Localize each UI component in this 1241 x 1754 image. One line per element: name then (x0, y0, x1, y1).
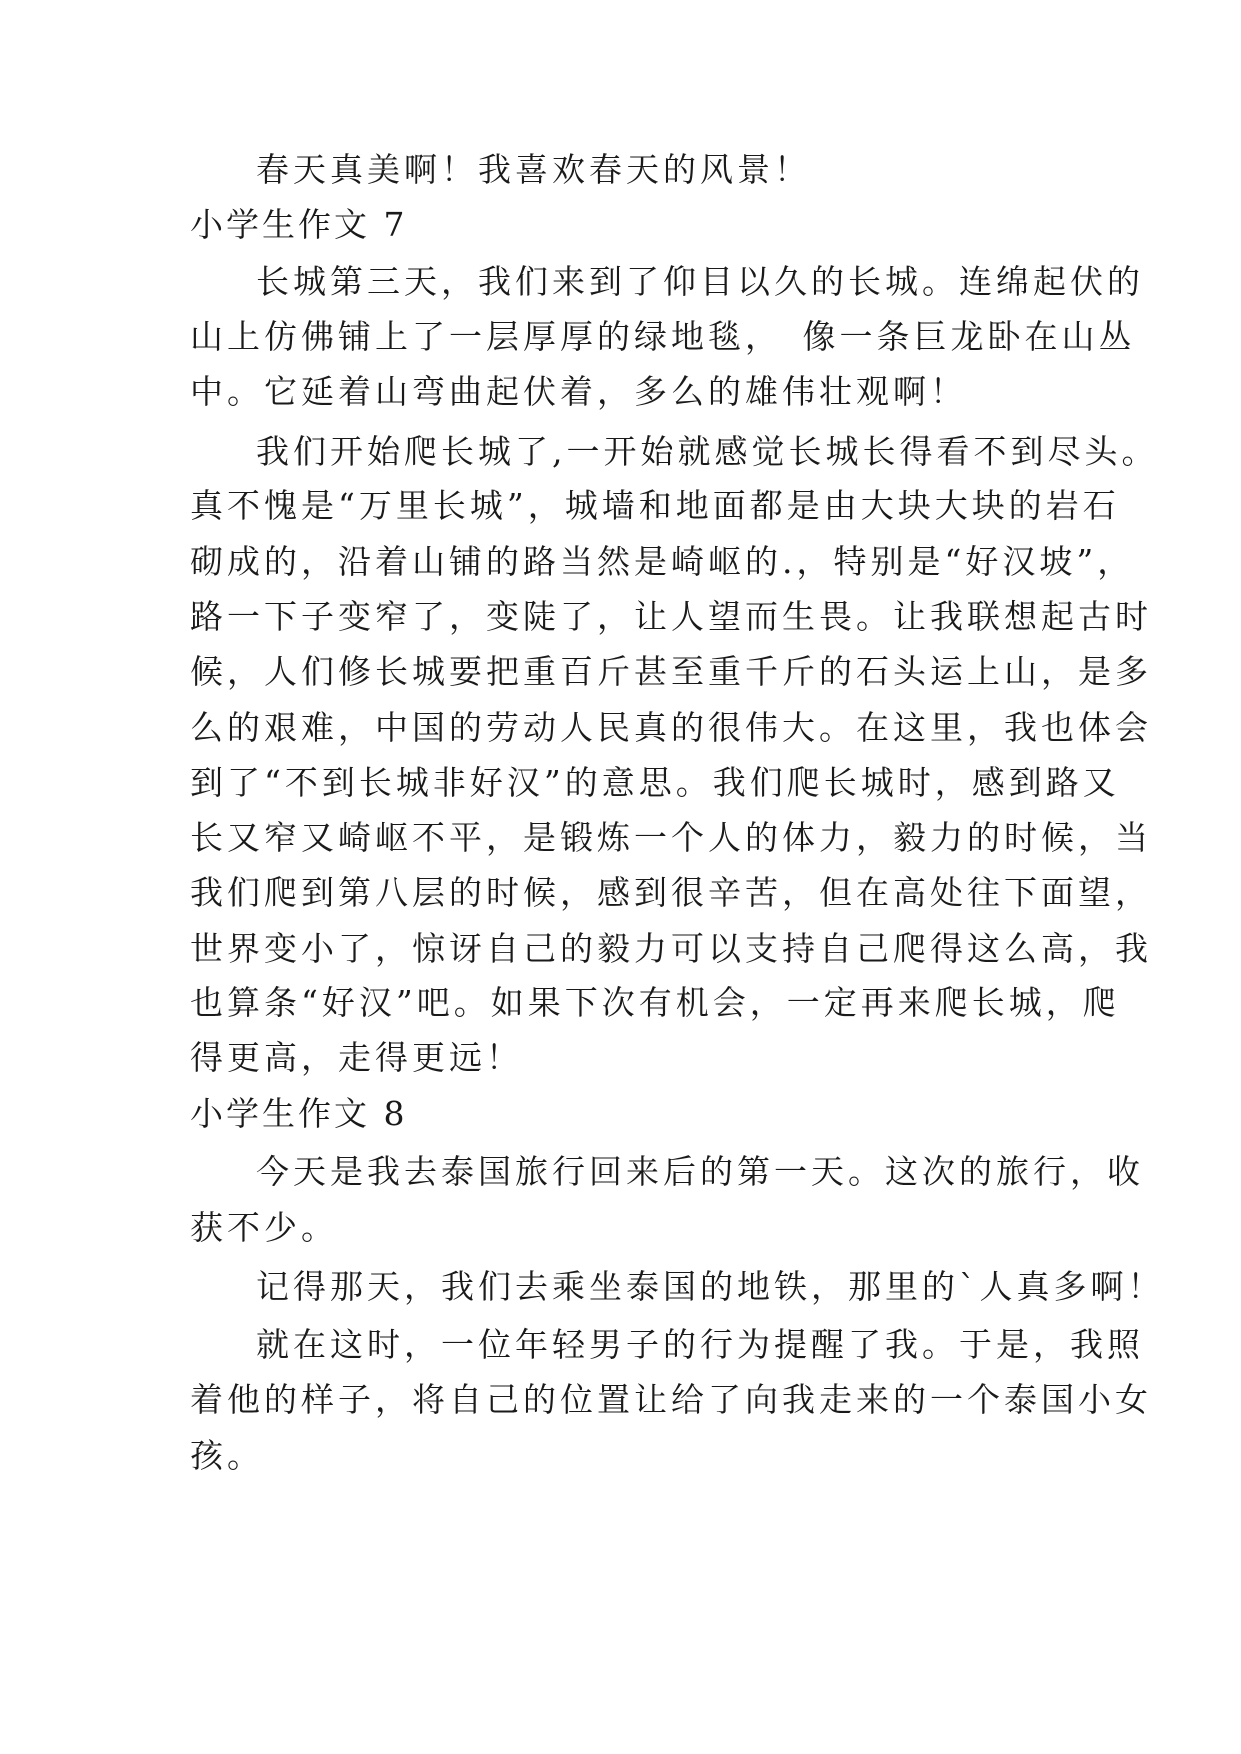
section-heading: 小学生作文 8 (190, 1094, 408, 1133)
paragraph-line: 世界变小了，惊讶自己的毅力可以支持自己爬得这么高，我 (190, 929, 1152, 968)
paragraph-line: 着他的样子，将自己的位置让给了向我走来的一个泰国小女 (190, 1380, 1152, 1419)
paragraph-line: 就在这时，一位年轻男子的行为提醒了我。于是，我照 (256, 1325, 1144, 1364)
paragraph-line: 记得那天，我们去乘坐泰国的地铁，那里的`人真多啊！ (256, 1267, 1165, 1306)
paragraph-line: 得更高，走得更远！ (190, 1038, 523, 1077)
paragraph-line: 砌成的，沿着山铺的路当然是崎岖的.，特别是“好汉坡”， (190, 542, 1135, 581)
paragraph-line: 到了“不到长城非好汉”的意思。我们爬长城时，感到路又 (190, 763, 1120, 802)
paragraph-line: 候，人们修长城要把重百斤甚至重千斤的石头运上山，是多 (190, 652, 1152, 691)
paragraph-line: 获不少。 (190, 1208, 338, 1247)
paragraph-line: 中。它延着山弯曲起伏着，多么的雄伟壮观啊！ (190, 372, 967, 411)
paragraph-line: 么的艰难，中国的劳动人民真的很伟大。在这里，我也体会 (190, 708, 1152, 747)
paragraph-line: 真不愧是“万里长城”，城墙和地面都是由大块大块的岩石 (190, 486, 1120, 525)
paragraph-line: 我们爬到第八层的时候，感到很辛苦，但在高处往下面望， (190, 873, 1152, 912)
paragraph-line: 长又窄又崎岖不平，是锻炼一个人的体力，毅力的时候，当 (190, 818, 1152, 857)
section-heading: 小学生作文 7 (190, 205, 408, 244)
paragraph-line: 春天真美啊！我喜欢春天的风景！ (256, 150, 811, 189)
paragraph-line: 今天是我去泰国旅行回来后的第一天。这次的旅行，收 (256, 1152, 1144, 1191)
paragraph-line: 山上仿佛铺上了一层厚厚的绿地毯， 像一条巨龙卧在山丛 (190, 317, 1136, 356)
paragraph-line: 路一下子变窄了，变陡了，让人望而生畏。让我联想起古时 (190, 597, 1152, 636)
paragraph-line: 也算条“好汉”吧。如果下次有机会，一定再来爬长城，爬 (190, 983, 1120, 1022)
paragraph-line: 我们开始爬长城了,一开始就感觉长城长得看不到尽头。 (256, 432, 1159, 471)
paragraph-line: 长城第三天，我们来到了仰目以久的长城。连绵起伏的 (256, 262, 1144, 301)
paragraph-line: 孩。 (190, 1436, 264, 1475)
